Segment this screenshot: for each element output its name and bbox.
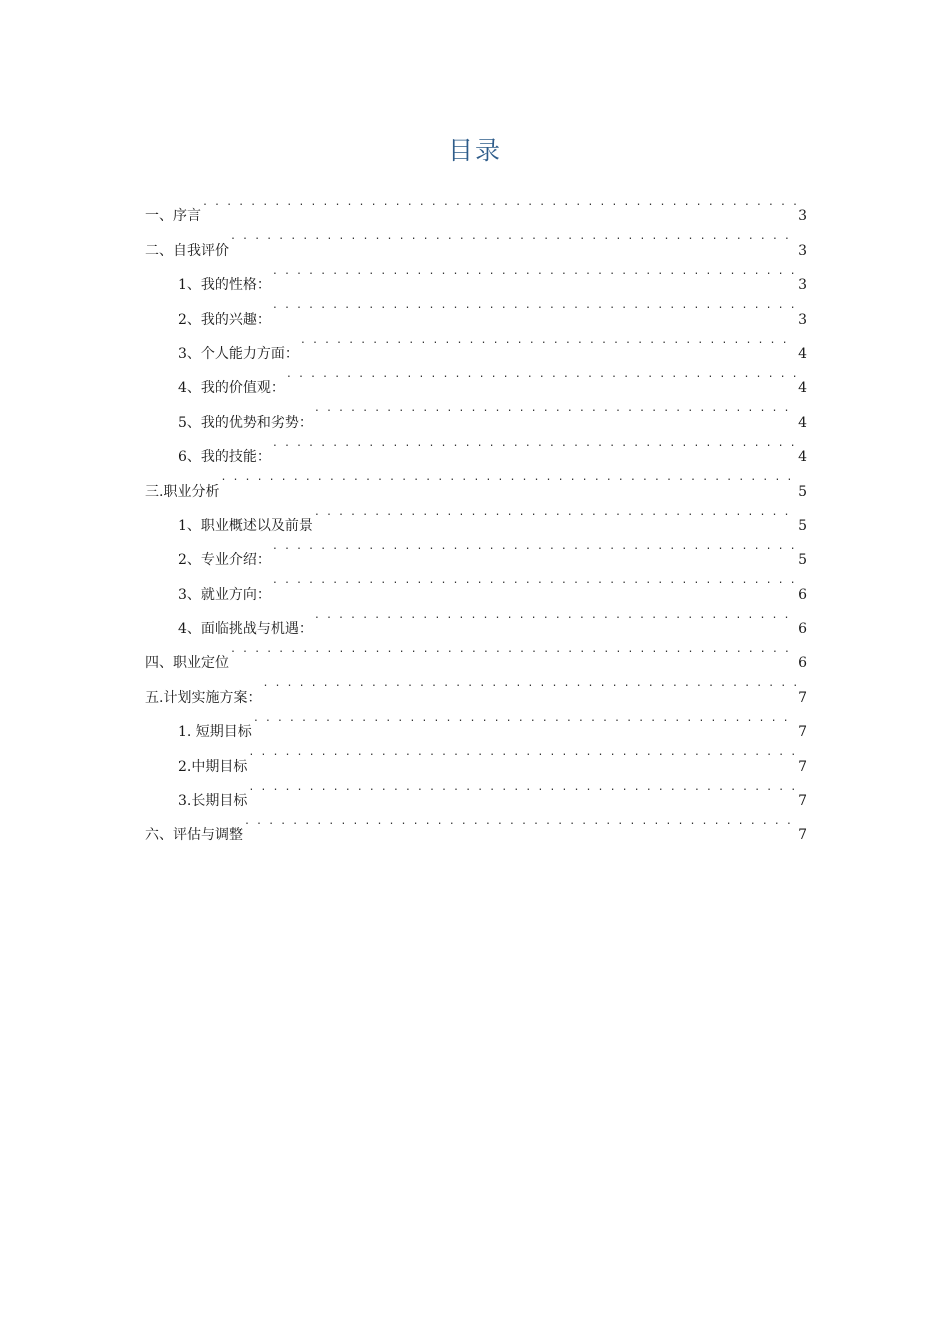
toc-entry-label: 四、职业定位 — [145, 655, 229, 672]
toc-entry-label: 2、专业介绍： — [178, 552, 271, 569]
toc-entry-page: 6 — [798, 586, 807, 603]
toc-dot-leader — [248, 771, 796, 805]
toc-entry-preface[interactable] — [145, 186, 807, 225]
toc-entry-self-evaluation[interactable] — [145, 220, 807, 259]
toc-entry-label: 二、自我评价 — [145, 242, 229, 259]
toc-dot-leader — [300, 324, 796, 358]
toc-dot-leader — [262, 667, 796, 701]
toc-dot-leader — [314, 496, 796, 530]
toc-entry-label: 5、我的优势和劣势： — [178, 414, 313, 431]
toc-entry-page: 7 — [798, 724, 807, 741]
toc-list — [145, 186, 807, 844]
toc-entry-career-overview[interactable] — [145, 496, 807, 534]
toc-dot-leader — [230, 633, 796, 667]
toc-entry-page: 7 — [798, 758, 807, 775]
toc-entry-page: 4 — [798, 380, 807, 397]
toc-entry-personality[interactable] — [145, 255, 807, 294]
toc-entry-label: 4、我的价值观： — [178, 380, 285, 397]
toc-entry-page: 4 — [798, 414, 807, 431]
toc-entry-career-analysis[interactable] — [145, 461, 807, 500]
toc-entry-page: 4 — [798, 449, 807, 466]
toc-entry-page: 3 — [798, 311, 807, 328]
toc-entry-page: 5 — [798, 517, 807, 534]
toc-dot-leader — [220, 461, 796, 495]
toc-dot-leader — [244, 805, 796, 839]
toc-entry-page: 5 — [798, 552, 807, 569]
toc-dot-leader — [202, 186, 796, 220]
toc-entry-label: 六、评估与调整 — [145, 827, 243, 844]
toc-dot-leader — [253, 702, 796, 736]
toc-entry-label: 3、就业方向： — [178, 586, 271, 603]
toc-entry-label: 1. 短期目标 — [178, 724, 252, 741]
toc-entry-label: 6、我的技能： — [178, 449, 271, 466]
toc-entry-label: 3.长期目标 — [178, 793, 248, 810]
toc-entry-label: 2.中期目标 — [178, 758, 248, 775]
toc-entry-page: 7 — [798, 689, 807, 706]
toc-entry-label: 3、个人能力方面： — [178, 345, 299, 362]
toc-entry-page: 3 — [798, 242, 807, 259]
toc-dot-leader — [314, 599, 796, 633]
toc-title: 目录 — [447, 136, 502, 165]
toc-entry-page: 3 — [798, 277, 807, 294]
toc-entry-label: 三.职业分析 — [145, 483, 220, 500]
toc-dot-leader — [272, 530, 796, 564]
toc-entry-label: 4、面临挑战与机遇： — [178, 621, 313, 638]
toc-entry-page: 7 — [798, 793, 807, 810]
toc-entry-page: 7 — [798, 827, 807, 844]
toc-dot-leader — [272, 289, 796, 323]
toc-dot-leader — [272, 255, 796, 289]
toc-entry-page: 6 — [798, 621, 807, 638]
toc-entry-label: 1、职业概述以及前景 — [178, 517, 313, 534]
toc-entry-label: 五.计划实施方案： — [145, 689, 262, 706]
toc-entry-label: 2、我的兴趣： — [178, 311, 271, 328]
toc-entry-page: 3 — [798, 208, 807, 225]
toc-dot-leader — [272, 564, 796, 598]
toc-entry-career-positioning[interactable] — [145, 633, 807, 672]
toc-entry-page: 4 — [798, 345, 807, 362]
toc-entry-label: 1、我的性格： — [178, 277, 271, 294]
toc-dot-leader — [314, 392, 796, 426]
toc-entry-evaluation-adjustment[interactable] — [145, 805, 807, 844]
toc-entry-page: 5 — [798, 483, 807, 500]
toc-entry-page: 6 — [798, 655, 807, 672]
toc-dot-leader — [286, 358, 796, 392]
toc-entry-implementation-plan[interactable] — [145, 667, 807, 706]
toc-dot-leader — [272, 427, 796, 461]
toc-dot-leader — [230, 220, 796, 254]
toc-dot-leader — [248, 736, 796, 770]
toc-entry-label: 一、序言 — [145, 208, 201, 225]
